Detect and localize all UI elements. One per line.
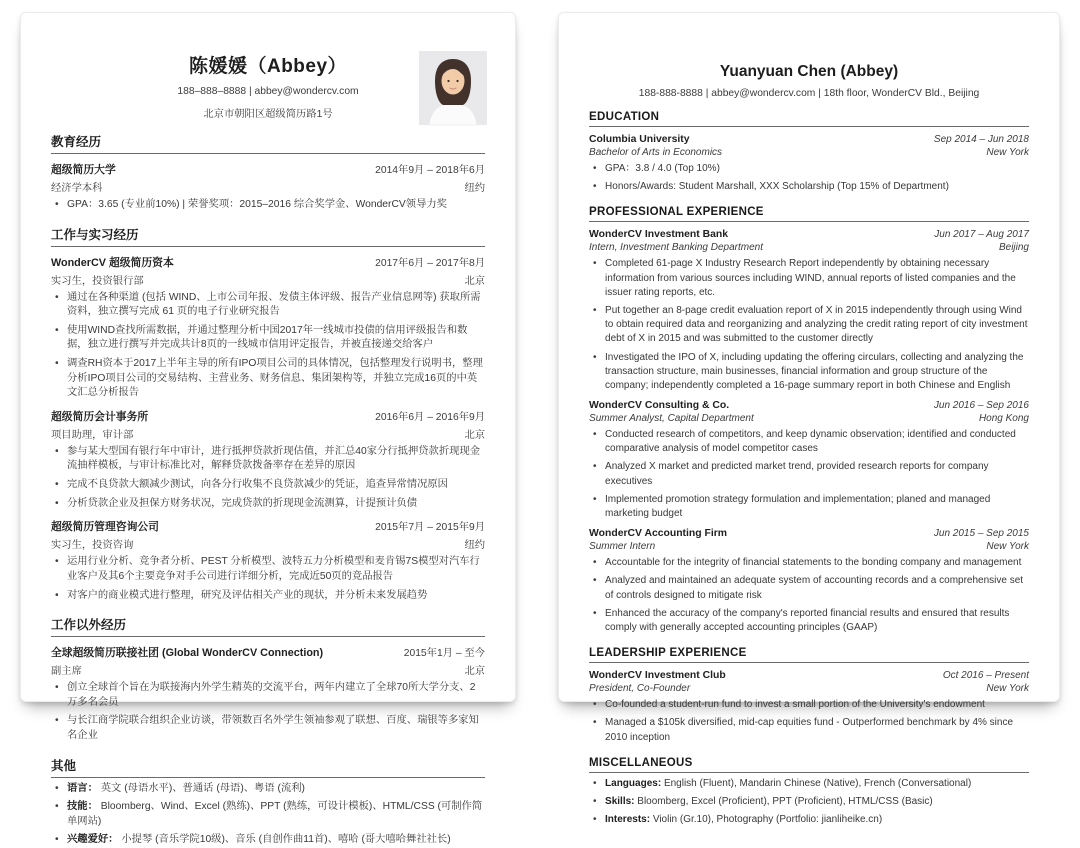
entry-head [51, 644, 485, 660]
entry-role: 经济学本科 [51, 183, 103, 194]
bullet-item [605, 574, 1029, 602]
bullet-text: 完成不良贷款大额减少测试，向各分行收集不良贷款减少的凭证，追查异常情况原因 [67, 479, 448, 491]
bullet-text: Managed a $105k diversified, mid-cap equities fund - Outperformed benchmark by 4% since 2010 inception [605, 717, 1014, 743]
entry-sub [589, 683, 1029, 694]
contact-line: 188-888-8888 | abbey@wondercv.com | 18th floor, WonderCV Bld., Beijing [638, 88, 980, 99]
entry [51, 782, 485, 848]
bullet-item [605, 162, 1029, 176]
section-title: LEADERSHIP EXPERIENCE [589, 647, 1029, 663]
bullet-text: Put together an 8-page credit evaluation report of X in 2015 independently through using Wind to obtain required data and reorganizing and analyzing the credit rating report of city investment debt of X in 2015 and was submitted to the customer directly [605, 304, 1028, 345]
bullet-text: 英文 (母语水平)、普通话 (母语)、粤语 (流利) [100, 782, 305, 794]
bullet-label: 技能： [67, 801, 98, 813]
bullet-text: Analyzed X market and predicted market trend, provided research reports for company executives [605, 461, 989, 487]
entry [51, 161, 485, 213]
entry [51, 518, 485, 603]
bullet-item [605, 777, 1029, 791]
bullet-item [605, 607, 1029, 635]
bullet-list [589, 556, 1029, 635]
entry-org: 全球超级简历联接社团 (Global WonderCV Connection) [51, 647, 324, 660]
entry-date: 2017年6月 – 2017年8月 [375, 257, 486, 269]
entry-org: 超级简历管理咨询公司 [51, 521, 159, 534]
bullet-item [605, 257, 1029, 300]
entry-head [51, 254, 485, 270]
entry [589, 400, 1029, 521]
section-title: 教育经历 [51, 132, 485, 154]
profile-photo [419, 51, 487, 125]
entry-date: Jun 2017 – Aug 2017 [934, 229, 1029, 241]
entry-location: New York [986, 683, 1029, 695]
entry-role: 项目助理，审计部 [51, 429, 134, 441]
bullet-text: Enhanced the accuracy of the company's reported financial results and ensured that results comply with generally accepted accounting principles (GAAP) [605, 607, 1010, 633]
bullet-list [51, 445, 485, 511]
resume-name: Yuanyuan Chen (Abbey) [719, 63, 899, 80]
entry-org: 超级简历会计事务所 [51, 410, 149, 423]
address-line: 北京市朝阳区超级简历路1号 [203, 109, 333, 120]
bullet-text: 调查RH资本于2017上半年主导的所有IPO项目公司的具体情况，包括整理发行说明书，整理分析IPO项目公司的交易结构、主营业务、财务信息、集团架构等，并独立完成16页的中英文汇总分析报告 [67, 358, 483, 399]
entry-org: WonderCV Investment Bank [589, 229, 728, 241]
entry-sub [51, 179, 485, 194]
bullet-item [605, 428, 1029, 456]
entry [589, 777, 1029, 828]
entry-head [589, 670, 1029, 681]
bullet-text: 运用行业分析、竞争者分析、PEST 分析模型、波特五力分析模型和麦肯锡7S模型对汽车行业客户及其6个主要竞争对手公司进行详细分析，完成近50页的竞品报告 [67, 556, 480, 582]
entry [51, 408, 485, 511]
bullet-item [67, 589, 485, 604]
resume-name: 陈媛媛（Abbey） [188, 56, 348, 77]
section-title: EDUCATION [589, 111, 1029, 127]
bullet-label: Skills: [605, 795, 635, 807]
entry-role: 副主席 [51, 666, 82, 678]
bullet-label: Interests: [605, 814, 651, 826]
bullet-text: GPA：3.8 / 4.0 (Top 10%) [605, 163, 720, 174]
bullet-list [589, 777, 1029, 828]
bullet-list [51, 782, 485, 848]
section [51, 132, 485, 213]
bullet-text: 对客户的商业模式进行整理，研究及评估相关产业的现状，并分析未来发展趋势 [67, 589, 428, 601]
entry-org: Columbia University [589, 134, 690, 145]
entry [51, 254, 485, 401]
entry [589, 229, 1029, 393]
section [589, 647, 1029, 745]
entry-head [589, 400, 1029, 411]
bullet-item [605, 698, 1029, 712]
bullet-item [67, 681, 485, 710]
entry-role: Bachelor of Arts in Economics [589, 147, 723, 158]
section-title: 工作以外经历 [51, 615, 485, 637]
bullet-item [605, 716, 1029, 744]
bullet-label: Languages: [605, 777, 662, 789]
entry-head [589, 528, 1029, 539]
entry-role: 实习生，投资银行部 [51, 275, 144, 287]
bullet-item [605, 556, 1029, 570]
page-header [589, 63, 1029, 99]
bullet-text: 通过在各种渠道 (包括 WIND、上市公司年报、发债主体评级、报告产业信息网等) 获取所需资料，独立撰写完成 61 页的电子行业研究报告 [67, 291, 481, 318]
bullet-text: English (Fluent), Mandarin Chinese (Native), French (Conversational) [663, 777, 972, 789]
section [589, 206, 1029, 635]
bullet-text: Analyzed and maintained an adequate system of accounting records and a comprehensive set of controls designed to mitigate risk [605, 575, 1024, 601]
entry-org: WonderCV 超级简历资本 [51, 256, 174, 269]
sections-container-en [589, 111, 1029, 827]
section [51, 615, 485, 743]
entry-date: Oct 2016 – Present [942, 670, 1029, 682]
bullet-list [589, 162, 1029, 194]
section [589, 111, 1029, 194]
entry-head [589, 229, 1029, 240]
entry-location: 北京 [464, 275, 486, 287]
entry-sub [589, 242, 1029, 253]
section-title: 其他 [51, 756, 485, 778]
bullet-item [605, 813, 1029, 827]
entry [589, 134, 1029, 194]
entry-location: Hong Kong [978, 413, 1029, 425]
bullet-item [67, 497, 485, 512]
entry-role: Summer Analyst, Capital Department [589, 413, 754, 425]
bullet-list [51, 681, 485, 743]
bullet-label: 兴趣爱好： [67, 834, 119, 846]
entry [589, 670, 1029, 745]
entry-role: President, Co-Founder [589, 683, 691, 695]
section [51, 225, 485, 604]
bullet-text: Implemented promotion strategy formulation and implementation; planed and managed marketing budget [605, 493, 991, 519]
bullet-text: Bloomberg、Wind、Excel (熟练)、PPT (熟练，可设计模板)、HTML/CSS (可制作简单网站) [67, 801, 483, 827]
page-header [51, 51, 485, 120]
bullet-list [51, 291, 485, 401]
entry-location: New York [986, 147, 1029, 158]
bullet-label: 语言： [67, 782, 98, 794]
bullet-item [605, 493, 1029, 521]
bullet-item [605, 351, 1029, 394]
contact-line: 188–888–8888 | abbey@wondercv.com [177, 86, 359, 97]
bullet-text: 与长江商学院联合组织企业访谈，带领数百名外学生领袖参观了联想、百度、瑞银等多家知名企业 [67, 715, 479, 741]
bullet-item [67, 478, 485, 493]
entry-role: Intern, Investment Banking Department [589, 242, 764, 254]
bullet-text: Co-founded a student-run fund to invest a small portion of the University's endowment [605, 699, 985, 711]
entry [51, 644, 485, 743]
bullet-item [605, 180, 1029, 194]
section-title: 工作与实习经历 [51, 225, 485, 247]
entry-sub [589, 541, 1029, 552]
bullet-item [67, 833, 485, 848]
bullet-text: Accountable for the integrity of financial statements to the bonding company and management [605, 557, 1022, 569]
entry-sub [51, 662, 485, 677]
bullet-text: GPA：3.65 (专业前10%) | 荣誉奖项：2015–2016 综合奖学金、WonderCV领导力奖 [67, 199, 447, 210]
section-title: PROFESSIONAL EXPERIENCE [589, 206, 1029, 222]
bullet-item [605, 460, 1029, 488]
sections-container-zh [51, 132, 485, 848]
entry-sub [51, 426, 485, 441]
bullet-text: 参与某大型国有银行年中审计，进行抵押贷款折现估值，并汇总40家分行抵押贷款折现现金流抽样模板，与审计标准比对，解释贷款拨备率存在差异的原因 [67, 445, 481, 472]
entry-sub [589, 413, 1029, 424]
bullet-list [51, 198, 485, 213]
entry-location: 北京 [464, 429, 486, 441]
entry-role: 实习生，投资咨询 [51, 540, 134, 552]
entry-sub [51, 536, 485, 551]
entry-date: Jun 2015 – Sep 2015 [933, 528, 1029, 540]
entry-location: 北京 [464, 666, 486, 678]
bullet-item [67, 291, 485, 320]
bullet-text: Violin (Gr.10), Photography (Portfolio: jianliheike.cn) [652, 814, 883, 826]
resume-page-english [558, 12, 1060, 826]
entry-location: 纽约 [464, 540, 486, 552]
bullet-item [67, 714, 485, 743]
bullet-text: Honors/Awards: Student Marshall, XXX Scholarship (Top 15% of Department) [605, 181, 949, 193]
section-title: MISCELLANEOUS [589, 757, 1029, 773]
entry-head [51, 518, 485, 534]
entry-org: 超级简历大学 [51, 164, 116, 176]
bullet-text: Conducted research of competitors, and keep dynamic observation; identified and conducted comparative analysis of model competitor cases [605, 429, 1016, 455]
entry-sub [589, 147, 1029, 158]
entry-org: WonderCV Consulting & Co. [589, 400, 730, 412]
entry-sub [51, 272, 485, 287]
bullet-text: Completed 61-page X Industry Research Report independently by obtaining necessary information from various sources including WIND, annual reports of listed companies and the issuer rating reports, etc. [605, 258, 1016, 298]
bullet-text: 使用WIND查找所需数据，并通过整理分析中国2017年一线城市投债的信用评级报告和数据，独立进行撰写并完成共计8页的一线城市信用评定报告，并被直接递交给客户 [67, 324, 468, 351]
entry-org: WonderCV Accounting Firm [589, 528, 727, 540]
entry-date: 2015年7月 – 2015年9月 [375, 522, 486, 534]
entry-date: Sep 2014 – Jun 2018 [933, 134, 1029, 145]
bullet-item [605, 795, 1029, 809]
bullet-item [67, 555, 485, 584]
bullet-item [67, 324, 485, 353]
entry-head [51, 161, 485, 177]
bullet-item [67, 445, 485, 474]
entry [589, 528, 1029, 635]
entry-date: Jun 2016 – Sep 2016 [933, 400, 1029, 412]
entry-head [589, 134, 1029, 145]
entry-location: 纽约 [464, 183, 486, 194]
bullet-list [589, 428, 1029, 521]
entry-head [51, 408, 485, 424]
bullet-text: Investigated the IPO of X, including updating the offering circulars, collecting and analyzing the transaction structure, main businesses, financial information and group structure of the company; independently completed a 16-page summary report in both Chinese and English [605, 351, 1024, 391]
resume-page-chinese [20, 12, 516, 846]
bullet-text: Bloomberg, Excel (Proficient), PPT (Proficient), HTML/CSS (Basic) [637, 795, 933, 807]
bullet-text: 创立全球首个旨在为联接海内外学生精英的交流平台，两年内建立了全球70所大学分支、2万多名会员 [67, 682, 476, 708]
section [589, 757, 1029, 828]
bullet-list [589, 698, 1029, 745]
bullet-item [67, 198, 485, 213]
entry-org: WonderCV Investment Club [589, 670, 726, 682]
entry-location: New York [986, 541, 1029, 553]
entry-date: 2015年1月 – 至今 [403, 648, 486, 660]
bullet-text: 小提琴 (音乐学院10级)、音乐 (自创作曲11首)、嘻哈 (哥大嘻哈舞社社长) [121, 834, 451, 846]
entry-date: 2014年9月 – 2018年6月 [375, 165, 486, 176]
entry-location: Beijing [998, 242, 1029, 254]
bullet-item [67, 357, 485, 401]
bullet-item [67, 782, 485, 797]
section [51, 756, 485, 848]
bullet-list [51, 555, 485, 603]
bullet-item [605, 304, 1029, 347]
bullet-text: 分析贷款企业及担保方财务状况，完成贷款的折现现金流测算，计提预计负债 [67, 497, 418, 509]
entry-date: 2016年6月 – 2016年9月 [375, 411, 486, 423]
bullet-item [67, 800, 485, 829]
entry-role: Summer Intern [589, 541, 656, 553]
bullet-list [589, 257, 1029, 393]
